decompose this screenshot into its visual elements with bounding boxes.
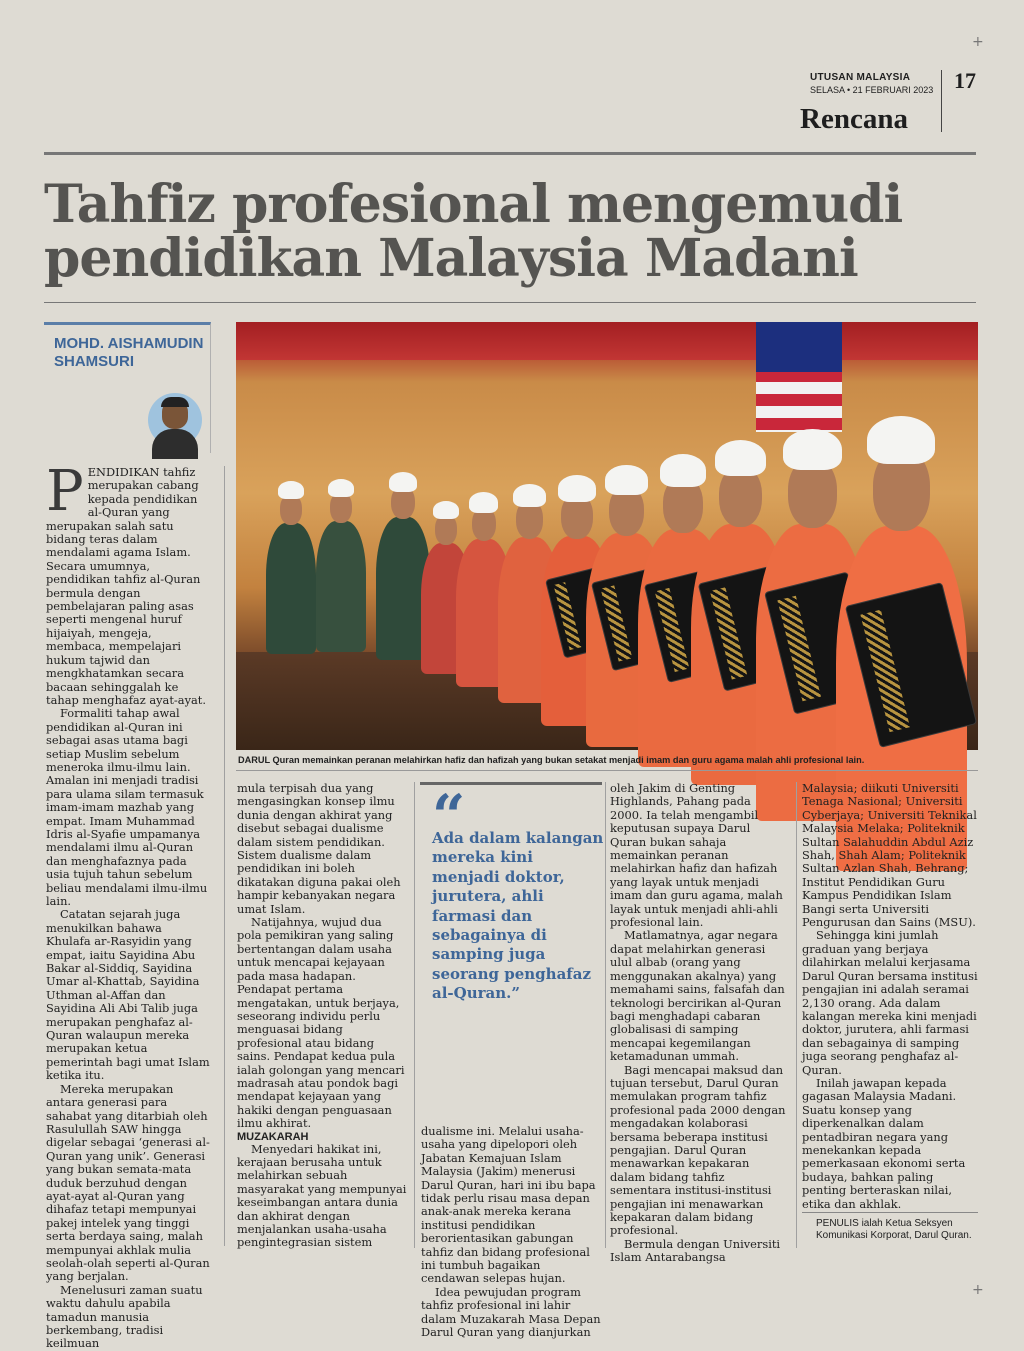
- paragraph: Natijahnya, wujud dua pola pemikiran yang saling bertentangan dalam usaha untuk mencapai kejayaan pada masa hadapan. Pendapat pertama mengatakan, untuk berjaya, seseorang individu perlu menguasai bidang profesional atau bidang sains. Pendapat kedua pula ialah golongan yang mencari madrasah atau pondok bagi mendapat kejayaan yang hakiki dengan penguasaan ilmu akhirat.: [237, 915, 405, 1131]
- main-photo: [236, 322, 978, 750]
- newspaper-name: UTUSAN MALAYSIA: [810, 72, 911, 83]
- masthead-divider: [941, 70, 942, 132]
- column-divider: [224, 466, 225, 1246]
- section-name: Rencana: [800, 103, 908, 135]
- paragraph: dualisme ini. Melalui usaha-usaha yang dipelopori oleh Jabatan Kemajuan Islam Malaysia (Jakim) menerusi Darul Quran, hari ini ibu bapa tidak perlu risau masa depan anak-anak mereka kerana institusi pendidikan berorientasikan gabungan tahfiz dan bidang profesional ini tumbuh bagaikan cendawan selepas hujan.: [421, 1124, 596, 1286]
- article-column-5: [802, 782, 978, 1248]
- headline-rule: [44, 302, 976, 303]
- graduate-figure: [266, 472, 316, 654]
- author-note-rule: [802, 1212, 978, 1213]
- paragraph: Idea pewujudan program tahfiz profesional ini lahir dalam Muzakarah Masa Depan Darul Quran yang dianjurkan: [421, 1284, 601, 1340]
- byline-box: [44, 322, 211, 453]
- author-avatar: [148, 393, 202, 447]
- column-divider: [414, 782, 415, 1248]
- subheading: MUZAKARAH: [237, 1130, 309, 1143]
- paragraph: Catatan sejarah juga menukilkan bahawa Khulafa ar-Rasyidin yang empat, iaitu Sayidina Abu Bakar al-Siddiq, Sayidina Umar al-Khattab, Sayidina Uthman al-Affan dan Sayidina Ali Abi Talib juga merupakan penghafaz al-Quran walaupun mereka merupakan ketua pemerintah bagi umat Islam ketika itu.: [46, 907, 210, 1083]
- paragraph: Bagi mencapai maksud dan tujuan tersebut, Darul Quran memulakan program tahfiz profesional pada 2000 dengan mengadakan kolaborasi bersama beberapa institusi pengajian. Darul Quran menawarkan kepakaran dalam bidang tahfiz sementara institusi-institusi pengajian ini menawarkan kepakaran dalam bidang profesional.: [610, 1062, 786, 1238]
- paragraph: Mereka merupakan antara generasi para sahabat yang ditarbiah oleh Rasulullah SAW hingga digelar sebagai ‘generasi al-Quran yang unik’. Generasi yang bukan semata-mata duduk berzuhud dengan ayat-ayat al-Quran yang dihafaz tetapi mempunyai pakej intelek yang tinggi serta berdaya saing, malah mempunyai akhlak mulia seolah-olah seperti al-Quran yang berjalan.: [46, 1081, 210, 1284]
- author-note: PENULIS ialah Ketua Seksyen Komunikasi Korporat, Darul Quran.: [816, 1218, 972, 1241]
- headline: Tahfiz profesional mengemudi pendidikan Malaysia Madani: [44, 174, 903, 289]
- drop-cap: P: [46, 459, 84, 524]
- paragraph: Inilah jawapan kepada gagasan Malaysia Madani. Suatu konsep yang diperkenalkan dalam pentadbiran negara yang menekankan kepada pemerkasaan ekonomi serta budaya, bahkan paling penting berteraskan nilai, etika dan akhlak.: [802, 1075, 966, 1211]
- caption-rule: [236, 770, 978, 771]
- paragraph: mula terpisah dua yang mengasingkan konsep ilmu dunia dengan akhirat yang disebut sebagai dualisme dalam sistem pendidikan. Sistem dualisme dalam pendidikan ini boleh dikatakan diguna pakai oleh hampir kebanyakan negara umat Islam.: [237, 781, 401, 916]
- article-column-4: [610, 781, 786, 1265]
- paragraph: Menyedari hakikat ini, kerajaan berusaha untuk melahirkan sebuah masyarakat yang mempunyai keseimbangan antara dunia dan akhirat dengan menjalankan usaha-usaha pengintegrasian sistem: [237, 1141, 407, 1250]
- paragraph: Malaysia; diikuti Universiti Tenaga Nasional; Universiti Cyberjaya; Universiti Teknikal Malaysia Melaka; Politeknik Sultan Salahuddin Abdul Aziz Shah, Shah Alam; Politeknik Sultan Azlan Shah, Behrang; Institut Pendidikan Guru Kampus Pendidikan Islam Bangi serta Universiti Pengurusan dan Sains (MSU).: [802, 781, 977, 930]
- paragraph: oleh Jakim di Genting Highlands, Pahang pada 2000. Ia telah mengambil keputusan supaya Darul Quran bukan sahaja memainkan peranan melahirkan hafiz dan hafizah yang layak untuk menjadi imam dan guru agama, malah layak untuk menjadi ahli-ahli profesional lain.: [610, 781, 783, 930]
- pull-quote: [420, 782, 602, 1120]
- registration-mark-icon: +: [972, 34, 984, 50]
- page-number: 17: [954, 68, 976, 93]
- graduate-figure: [316, 470, 366, 652]
- article-column-2: [237, 782, 409, 1248]
- paragraph: Formaliti tahap awal pendidikan al-Quran ini sebagai asas utama bagi setiap Muslim sebelum meneroka ilmu-ilmu lain. Amalan ini menjadi tradisi para ulama silam termasuk imam-imam mazhab yang empat. Imam Muhammad Idris al-Syafie umpamanya mendalami ilmu al-Quran dan menghafaznya pada usia tujuh tahun sebelum beliau mendalami ilmu-ilmu lain.: [46, 706, 208, 908]
- top-rule: [44, 152, 976, 155]
- registration-mark-icon: +: [972, 1282, 984, 1298]
- paragraph: Bermula dengan Universiti Islam Antarabangsa: [610, 1236, 781, 1265]
- paragraph: ENDIDIKAN tahfiz merupakan cabang kepada pendidikan al-Quran yang merupakan salah satu bidang teras dalam mendalami agama Islam. Secara umumnya, pendidikan tahfiz al-Quran bermula dengan pembelajaran paling asas seperti mengenal huruf hijaiyah, mengeja, membaca, mempelajari hukum tajwid dan mengkhatamkan secara bacaan sehinggalah ke tahap menghafaz ayat-ayat.: [46, 465, 206, 707]
- pull-quote-text: Ada dalam kalangan mereka kini menjadi doktor, jurutera, ahli farmasi dan sebagainya di samping juga seorang penghafaz al-Quran.”: [432, 829, 604, 1003]
- paragraph: Sehingga kini jumlah graduan yang berjaya dilahirkan melalui kerjasama Darul Quran bersama institusi pengajian ini adalah seramai 2,130 orang. Ada dalam kalangan mereka kini menjadi doktor, jurutera, ahli farmasi dan sebagainya di samping juga seorang penghafaz al-Quran.: [802, 928, 978, 1077]
- author-name: MOHD. AISHAMUDIN SHAMSURI: [54, 335, 204, 370]
- photo-caption: DARUL Quran memainkan peranan melahirkan hafiz dan hafizah yang bukan setakat menjadi imam dan guru agama malah ahli profesional lain.: [238, 755, 865, 765]
- column-divider: [605, 782, 606, 1248]
- article-column-1: [46, 459, 210, 1351]
- paragraph: Menelusuri zaman suatu waktu dahulu apabila tamadun manusia berkembang, tradisi keilmuan: [46, 1282, 203, 1351]
- quote-mark-icon: “: [432, 782, 466, 850]
- issue-date: SELASA • 21 FEBRUARI 2023: [810, 85, 934, 95]
- article-column-3: [421, 1124, 601, 1340]
- paragraph: Matlamatnya, agar negara dapat melahirkan generasi ulul albab (orang yang menggunakan akalnya) yang memahami sains, falsafah dan teknologi bercirikan al-Quran bagi menghadapi cabaran globalisasi di samping mencapai kegemilangan ketamadunan ummah.: [610, 928, 785, 1064]
- column-divider: [796, 782, 797, 1248]
